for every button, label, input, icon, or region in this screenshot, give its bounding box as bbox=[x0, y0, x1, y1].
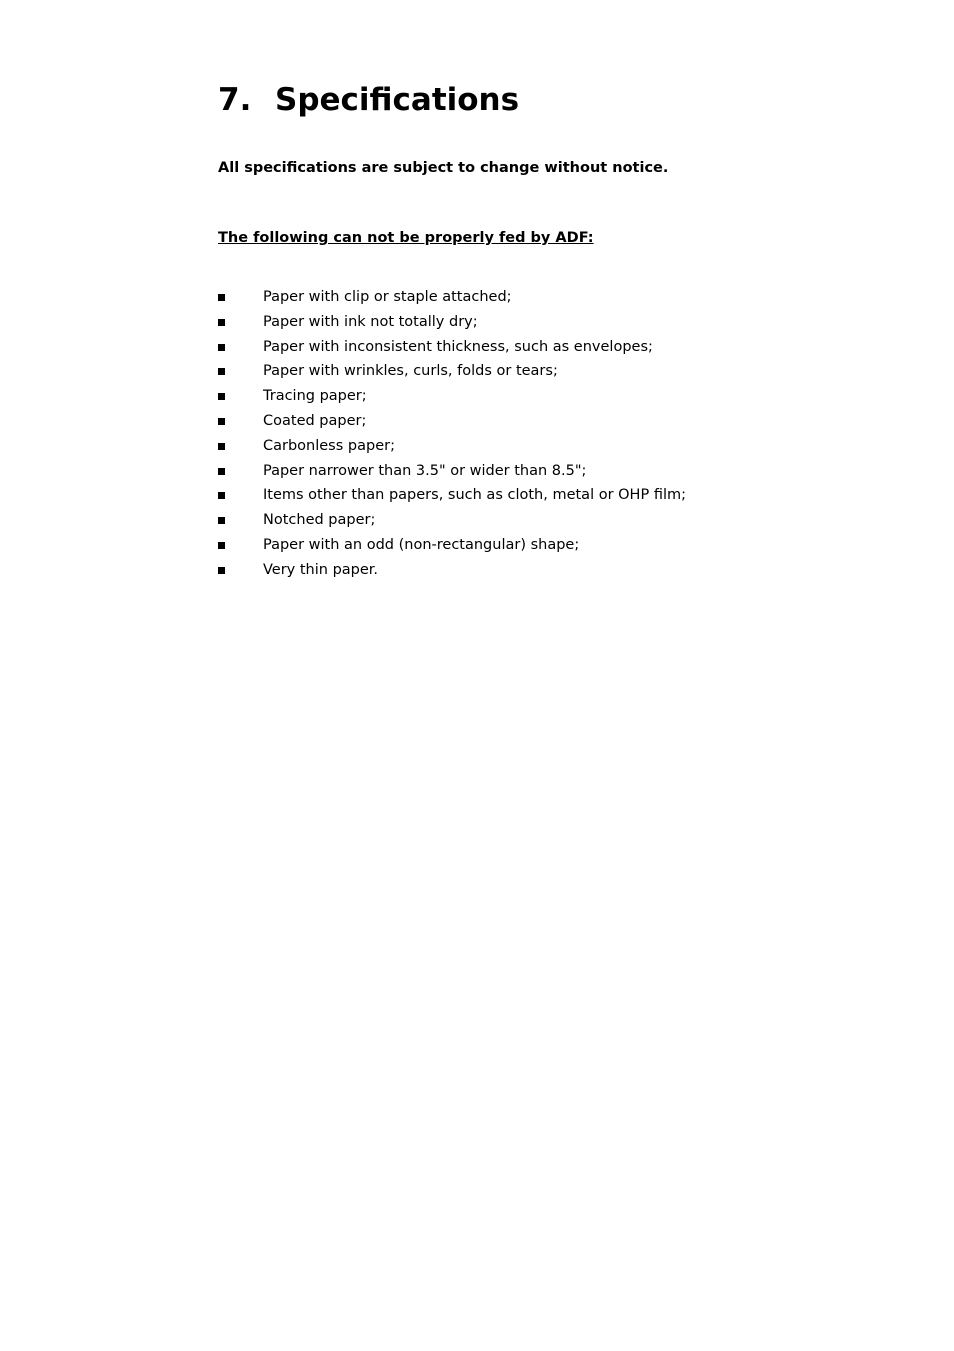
list-item-text: Notched paper; bbox=[263, 512, 376, 529]
section-heading bbox=[218, 80, 519, 120]
list-item-text: Paper with wrinkles, curls, folds or tears; bbox=[263, 363, 558, 380]
square-bullet-icon bbox=[218, 418, 225, 425]
square-bullet-icon bbox=[218, 567, 225, 574]
adf-list-heading: The following can not be properly fed by ADF: bbox=[218, 230, 594, 246]
section-title: Specifications bbox=[275, 82, 520, 118]
section-number: 7. bbox=[218, 82, 252, 118]
list-item-text: Carbonless paper; bbox=[263, 437, 395, 454]
square-bullet-icon bbox=[218, 542, 225, 549]
square-bullet-icon bbox=[218, 393, 225, 400]
list-item-text: Paper with an odd (non-rectangular) shape; bbox=[263, 536, 580, 553]
list-item-text: Paper with clip or staple attached; bbox=[263, 289, 512, 305]
list-item-text: Tracing paper; bbox=[263, 388, 367, 405]
square-bullet-icon bbox=[218, 517, 225, 524]
square-bullet-icon bbox=[218, 319, 225, 326]
list-item-text: Paper narrower than 3.5" or wider than 8.5"; bbox=[263, 462, 587, 479]
list-item-text: Items other than papers, such as cloth, metal or OHP film; bbox=[263, 487, 686, 504]
specifications-notice: All specifications are subject to change without notice. bbox=[218, 160, 669, 176]
square-bullet-icon bbox=[218, 294, 225, 301]
square-bullet-icon bbox=[218, 468, 225, 475]
list-item-text: Very thin paper. bbox=[263, 561, 379, 578]
list-item-text: Paper with inconsistent thickness, such as envelopes; bbox=[263, 338, 653, 355]
square-bullet-icon bbox=[218, 443, 225, 450]
square-bullet-icon bbox=[218, 368, 225, 375]
square-bullet-icon bbox=[218, 344, 225, 351]
list-item-text: Coated paper; bbox=[263, 412, 367, 429]
square-bullet-icon bbox=[218, 492, 225, 499]
list-item-text: Paper with ink not totally dry; bbox=[263, 313, 478, 330]
